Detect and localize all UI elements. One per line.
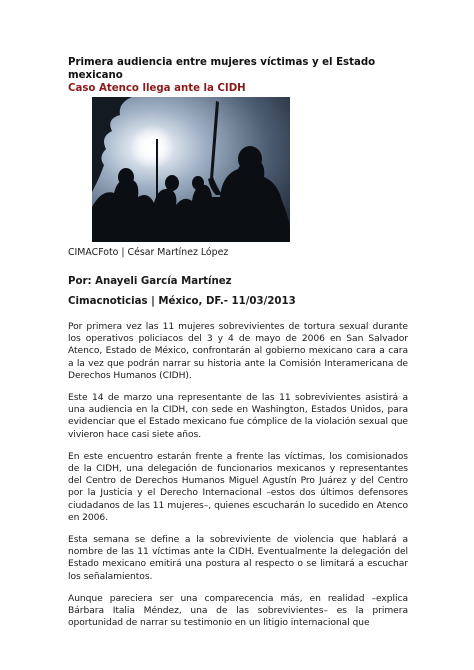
article-paragraph: Esta semana se define a la sobreviviente de violencia que hablará a nombre de las 11 víctimas ante la CIDH. Eventualmente la delegación del Estado mexicano emitirá una postura al respecto o se limitará a escuchar los señalamientos. [68, 535, 408, 582]
article-dateline: Cimacnoticias | México, DF.- 11/03/2013 [68, 296, 296, 307]
article-paragraph: Este 14 de marzo una representante de las 11 sobrevivientes asistirá a una audiencia en la CIDH, con sede en Washington, Estados Unidos, para evidenciar que el Estado mexicano fue cómplice de la violación sexual que vivieron hace casi siete años. [68, 393, 408, 440]
article [68, 56, 408, 629]
photo-caption: CIMACFoto | César Martínez López [68, 247, 229, 258]
silhouette-crowd-photo [92, 97, 290, 242]
article-photo [92, 97, 290, 242]
article-paragraph: Por primera vez las 11 mujeres sobrevivientes de tortura sexual durante los operativos policiacos del 3 y 4 de mayo de 2006 en San Salvador Atenco, Estado de México, confrontarán al gobierno mexicano cara a cara a la vez que podrán narrar su historia ante la Comisión Interamericana de Derechos Humanos (CIDH). [68, 322, 408, 381]
article-subhead: Caso Atenco llega ante la CIDH [68, 83, 246, 94]
article-paragraph: Aunque pareciera ser una comparecencia más, en realidad –explica Bárbara Italia Méndez, una de las sobrevivientes– es la primera oportunidad de narrar su testimonio en un litigio internacional que [68, 593, 408, 629]
article-paragraph: En este encuentro estarán frente a frente las víctimas, los comisionados de la CIDH, una delegación de funcionarios mexicanos y representantes del Centro de Derechos Humanos Miguel Agustín Pro Juárez y del Centro por la Justicia y el Derecho Internacional –estos dos últimos defensores ciudadanos de las 11 mujeres–, quienes escucharán lo sucedido en Atenco en 2006. [68, 451, 408, 523]
article-byline: Por: Anayeli García Martínez [68, 276, 232, 287]
article-headline: Primera audiencia entre mujeres víctimas y el Estado mexicano [68, 57, 376, 81]
